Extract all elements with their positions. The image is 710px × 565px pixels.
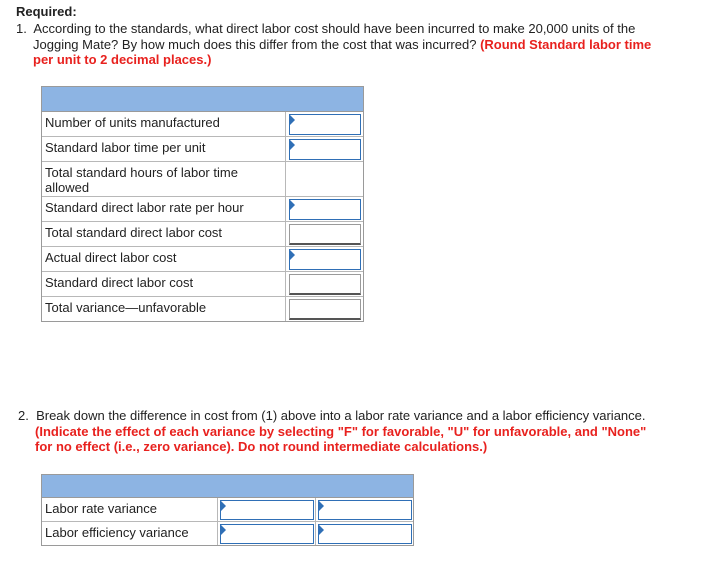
table-row [42,498,413,521]
required-heading: Required: [16,4,77,19]
table-row [42,221,363,246]
question-1-number: 1. [16,21,27,36]
row-label: Labor rate variance [42,498,218,521]
value-cell [286,297,363,321]
value-cell [286,137,363,161]
row-label: Standard direct labor rate per hour [42,197,286,221]
input-marker-icon [290,140,295,150]
input-marker-icon [319,525,324,535]
input-marker-icon [290,250,295,260]
value-cell [316,498,413,521]
table-row [42,521,413,545]
table-row [42,246,363,271]
answer-input[interactable] [289,224,361,245]
amount-input[interactable] [220,500,314,520]
effect-select[interactable] [318,500,412,520]
value-cell [286,222,363,246]
question-2 [18,408,658,455]
value-cell [218,498,316,521]
question-2-text: Break down the difference in cost from (1) above into a labor rate variance and a labor efficiency variance. [36,408,646,423]
input-marker-icon [290,115,295,125]
table-row [42,161,363,196]
question-1-instruction: (Round Standard labor time per unit to 2 decimal places.) [33,36,652,67]
value-cell [286,197,363,221]
value-cell [286,112,363,136]
answer-input[interactable] [289,249,361,270]
table-row [42,271,363,296]
table-row [42,196,363,221]
question-2-number: 2. [18,408,29,423]
answer-input[interactable] [289,199,361,220]
row-label: Total standard hours of labor time allowed [42,162,286,196]
input-marker-icon [221,525,226,535]
labor-variance-table [41,474,414,546]
table-row [42,112,363,136]
row-label: Number of units manufactured [42,112,286,136]
answer-input[interactable] [289,299,361,320]
value-cell [218,522,316,545]
row-label: Total variance—unfavorable [42,297,286,321]
input-marker-icon [319,501,324,511]
question-1-text: According to the standards, what direct labor cost should have been incurred to make 20,000 units of the Jogging Mate? By how much does this differ from the cost that was incurred? [33,21,636,52]
value-cell [286,247,363,271]
row-label: Actual direct labor cost [42,247,286,271]
table-header [42,87,363,112]
effect-select[interactable] [318,524,412,544]
question-1 [16,21,656,68]
table-row [42,296,363,321]
row-label: Total standard direct labor cost [42,222,286,246]
row-label: Labor efficiency variance [42,522,218,545]
amount-input[interactable] [220,524,314,544]
answer-input[interactable] [289,274,361,295]
input-marker-icon [221,501,226,511]
input-marker-icon [290,200,295,210]
value-cell [286,272,363,296]
question-2-instruction: (Indicate the effect of each variance by selecting "F" for favorable, "U" for unfavorable, and "None" for no effect (i.e., zero variance). Do not round intermediate calculations.) [35,423,647,454]
row-label: Standard direct labor cost [42,272,286,296]
value-cell [316,522,413,545]
table-row [42,136,363,161]
row-label: Standard labor time per unit [42,137,286,161]
answer-input[interactable] [289,139,361,160]
standard-labor-cost-table [41,86,364,322]
answer-input[interactable] [289,114,361,135]
table-header [42,475,413,498]
value-cell [286,162,363,196]
